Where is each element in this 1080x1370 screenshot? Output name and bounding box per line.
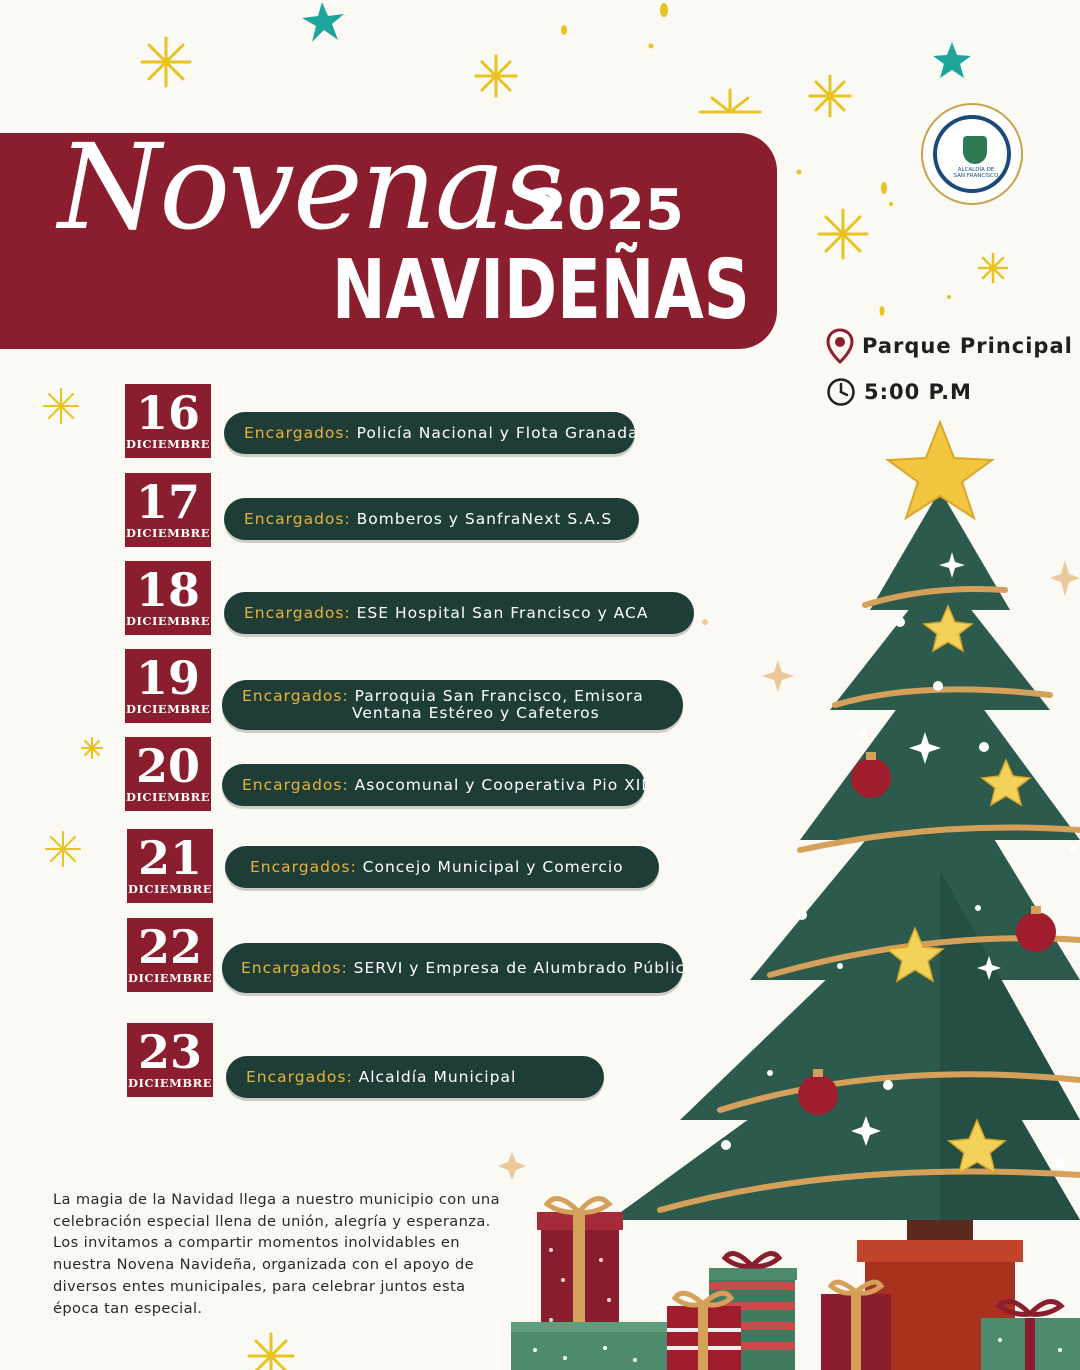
date-day: 23 bbox=[137, 1025, 202, 1079]
date-month: DICIEMBRE bbox=[128, 882, 212, 896]
pill-label: Encargados: bbox=[244, 424, 351, 442]
date-month: DICIEMBRE bbox=[128, 1076, 212, 1090]
date-box-18 bbox=[125, 561, 211, 635]
date-month: DICIEMBRE bbox=[126, 437, 210, 451]
pill-text: Parroquia San Francisco, Emisora bbox=[354, 687, 644, 705]
date-day: 20 bbox=[135, 739, 200, 793]
description-line: La magia de la Navidad llega a nuestro municipio con una bbox=[53, 1191, 500, 1208]
pill-label: Encargados: bbox=[242, 776, 349, 794]
date-day: 18 bbox=[135, 563, 200, 617]
time-row bbox=[826, 377, 972, 407]
pill-text: SERVI y Empresa de Alumbrado Público bbox=[353, 959, 696, 977]
date-box-22 bbox=[127, 918, 213, 992]
location-row bbox=[826, 328, 1073, 364]
date-day: 16 bbox=[135, 386, 200, 440]
logo-text-line2: SAN FRANCISCO bbox=[953, 173, 999, 179]
logo-text bbox=[941, 167, 1011, 179]
date-month: DICIEMBRE bbox=[126, 702, 210, 716]
description-line: nuestra Novena Navideña, organizada con el apoyo de bbox=[53, 1256, 475, 1274]
pill-label: Encargados: bbox=[242, 687, 349, 705]
date-month: DICIEMBRE bbox=[126, 614, 210, 628]
subtitle: NAVIDEÑAS bbox=[332, 243, 750, 338]
pill-label: Encargados: bbox=[250, 858, 357, 876]
year-label: 2025 bbox=[528, 178, 684, 243]
date-month: DICIEMBRE bbox=[126, 790, 210, 804]
description-line: Los invitamos a compartir momentos inolvidables en bbox=[53, 1234, 460, 1252]
description-line: época tan especial. bbox=[53, 1299, 203, 1317]
logo-ring bbox=[933, 115, 1011, 193]
location-text: Parque Principal bbox=[862, 334, 1073, 358]
date-day: 21 bbox=[137, 831, 202, 885]
description-paragraph bbox=[53, 1189, 523, 1319]
date-month: DICIEMBRE bbox=[128, 971, 212, 985]
date-box-21 bbox=[127, 829, 213, 903]
date-month: DICIEMBRE bbox=[126, 526, 210, 540]
pill-text: ESE Hospital San Francisco y ACA bbox=[356, 604, 649, 622]
pill-text: Asocomunal y Cooperativa Pio XII bbox=[354, 776, 647, 794]
sparkle-icons bbox=[490, 560, 1080, 1200]
pill-label: Encargados: bbox=[241, 959, 348, 977]
date-box-20 bbox=[125, 737, 211, 811]
pill-text: Bomberos y SanfraNext S.A.S bbox=[356, 510, 613, 528]
date-day: 17 bbox=[135, 475, 200, 529]
schedule-pill-16 bbox=[224, 412, 639, 454]
clock-icon bbox=[826, 377, 856, 407]
date-day: 19 bbox=[135, 651, 200, 705]
pill-text: Concejo Municipal y Comercio bbox=[362, 858, 624, 876]
pill-text: Policía Nacional y Flota Granada bbox=[356, 424, 639, 442]
time-text: 5:00 P.M bbox=[864, 380, 972, 404]
pill-label: Encargados: bbox=[246, 1068, 353, 1086]
pill-label: Encargados: bbox=[244, 510, 351, 528]
date-box-19 bbox=[125, 649, 211, 723]
date-box-23 bbox=[127, 1023, 213, 1097]
description-line: diversos entes municipales, para celebrar juntos esta bbox=[53, 1277, 466, 1295]
shield-icon bbox=[963, 136, 987, 164]
map-pin-icon bbox=[826, 328, 854, 364]
municipality-logo bbox=[921, 103, 1023, 205]
description-line: celebración especial llena de unión, alegría y esperanza. bbox=[53, 1212, 491, 1230]
schedule-pill-17 bbox=[224, 498, 639, 540]
date-box-16 bbox=[125, 384, 211, 458]
pill-text: Alcaldía Municipal bbox=[358, 1068, 517, 1086]
date-day: 22 bbox=[137, 920, 202, 974]
gift-boxes-illustration bbox=[505, 1190, 1080, 1370]
pill-text-line2: Ventana Estéreo y Cafeteros bbox=[352, 704, 600, 722]
date-box-17 bbox=[125, 473, 211, 547]
pill-label: Encargados: bbox=[244, 604, 351, 622]
logo-text-line1: ALCALDÍA DE bbox=[957, 167, 995, 173]
script-title: Novenas bbox=[58, 118, 562, 256]
